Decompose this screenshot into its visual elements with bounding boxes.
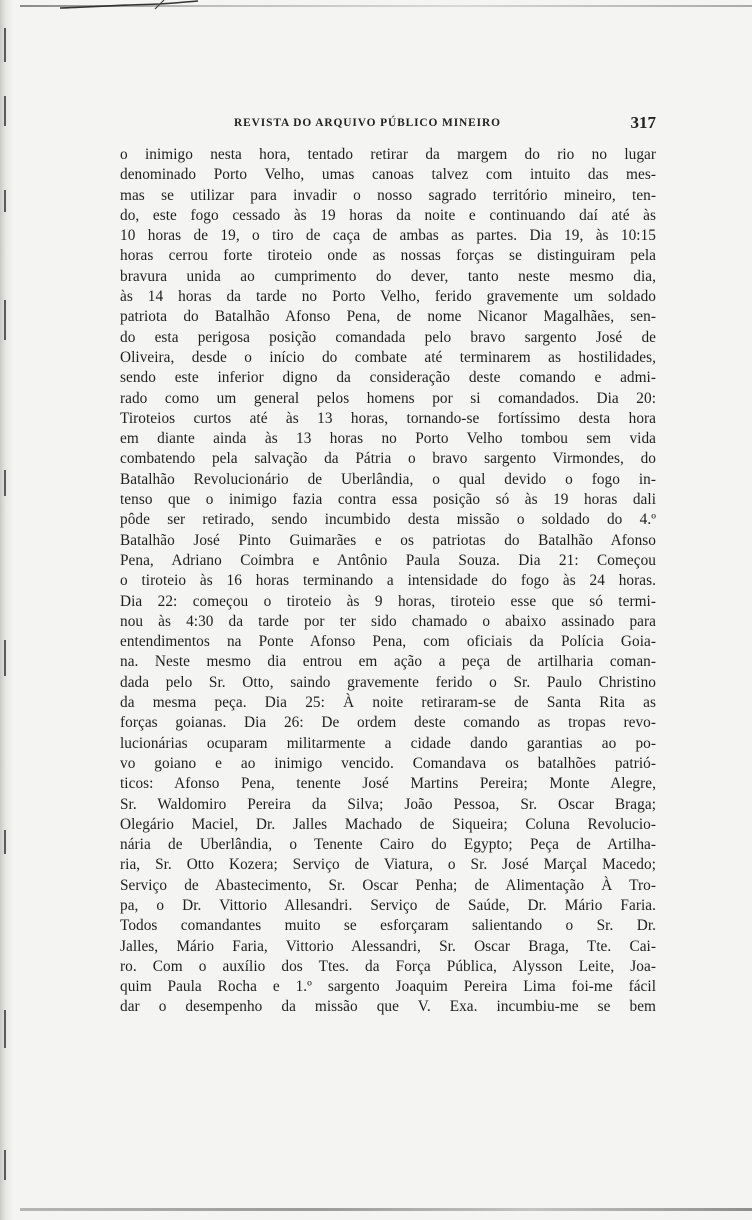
text-line: nou às 4:30 da tarde por ter sido chamado o abaixo assinado para (120, 612, 656, 630)
binding-mark (4, 190, 6, 212)
text-line: nária de Uberlândia, o Tenente Cairo do Egypto; Peça de Artilha- (120, 836, 656, 854)
text-line: quim Paula Rocha e 1.º sargento Joaquim Pereira Lima foi-me fácil (120, 978, 656, 996)
text-line: bravura unida ao cumprimento do dever, tanto neste mesmo dia, (120, 267, 656, 285)
text-line: tenso que o inimigo fazia contra essa posição só às 19 horas dali (120, 491, 656, 509)
text-line: ticos: Afonso Pena, tenente José Martins Pereira; Monte Alegre, (120, 775, 656, 793)
text-line: em diante ainda às 13 horas no Porto Velho tombou sem vida (120, 430, 656, 448)
text-line: Olegário Maciel, Dr. Jalles Machado de Siqueira; Coluna Revolucio- (120, 815, 656, 833)
text-line: Todos comandantes muito se esforçaram salientando o Sr. Dr. (120, 917, 656, 935)
text-line: Batalhão José Pinto Guimarães e os patriotas do Batalhão Afonso (120, 531, 656, 549)
page-edge-shadow (0, 0, 14, 1220)
text-line: horas cerrou forte tiroteio onde as nossas forças se distinguiram pela (120, 247, 656, 265)
binding-mark (4, 470, 6, 496)
text-line: Sr. Waldomiro Pereira da Silva; João Pessoa, Sr. Oscar Braga; (120, 795, 656, 813)
scan-bottom-border (20, 1208, 752, 1211)
text-line: 10 horas de 19, o tiro de caça de ambas as partes. Dia 19, às 10:15 (120, 227, 656, 245)
text-line: Dia 22: começou o tiroteio às 9 horas, tiroteio esse que só termi- (120, 592, 656, 610)
text-line: denominado Porto Velho, umas canoas talvez com intuito das mes- (120, 166, 656, 184)
text-line: pôde ser retirado, sendo incumbido desta missão o soldado do 4.º (120, 511, 656, 529)
text-line: às 14 horas da tarde no Porto Velho, ferido gravemente um soldado (120, 288, 656, 306)
text-line: dar o desempenho da missão que V. Exa. incumbiu-me se bem (120, 998, 656, 1016)
text-line: vo goiano e ao inimigo vencido. Comandava os batalhões patrió- (120, 754, 656, 772)
text-line: Serviço de Abastecimento, Sr. Oscar Penha; de Alimentação À Tro- (120, 876, 656, 894)
body-paragraph (120, 145, 656, 1018)
binding-mark (4, 1150, 6, 1180)
text-line: forças goianas. Dia 26: De ordem deste comando as tropas revo- (120, 714, 656, 732)
text-line: na. Neste mesmo dia entrou em ação a peça de artilharia coman- (120, 653, 656, 671)
text-line: da mesma peça. Dia 25: À noite retiraram-se de Santa Rita as (120, 694, 656, 712)
text-line: ria, Sr. Otto Kozera; Serviço de Viatura, o Sr. José Marçal Macedo; (120, 856, 656, 874)
text-line: combatendo pela salvação da Pátria o bravo sargento Virmondes, do (120, 450, 656, 468)
binding-mark (4, 28, 6, 62)
binding-mark (4, 300, 6, 340)
text-line: patriota do Batalhão Afonso Pena, de nome Nicanor Magalhães, sen- (120, 308, 656, 326)
running-title: REVISTA DO ARQUIVO PÚBLICO MINEIRO (234, 117, 501, 129)
text-line: Jalles, Mário Faria, Vittorio Alessandri, Sr. Oscar Braga, Tte. Cai- (120, 937, 656, 955)
text-line: sendo este inferior digno da consideração deste comando e admi- (120, 369, 656, 387)
text-line: Pena, Adriano Coimbra e Antônio Paula Souza. Dia 21: Começou (120, 551, 656, 569)
text-line: Tiroteios curtos até às 13 horas, tornando-se fortíssimo desta hora (120, 409, 656, 427)
text-line: pa, o Dr. Vittorio Allesandri. Serviço de Saúde, Dr. Mário Faria. (120, 896, 656, 914)
text-line: Oliveira, desde o início do combate até terminarem as hostilidades, (120, 348, 656, 366)
pen-stroke-mark (60, 0, 200, 10)
text-line: Batalhão Revolucionário de Uberlândia, o qual devido o fogo in- (120, 470, 656, 488)
text-line: entendimentos na Ponte Afonso Pena, com oficiais da Polícia Goia- (120, 633, 656, 651)
text-line: ro. Com o auxílio dos Ttes. da Força Pública, Alysson Leite, Joa- (120, 957, 656, 975)
text-line: mas se utilizar para invadir o nosso sagrado território mineiro, ten- (120, 186, 656, 204)
text-line: do esta perigosa posição comandada pelo bravo sargento José de (120, 328, 656, 346)
running-header (234, 113, 664, 135)
text-line: do, este fogo cessado às 19 horas da noite e continuando daí até às (120, 206, 656, 224)
text-line: o tiroteio às 16 horas terminando a intensidade do fogo às 24 horas. (120, 572, 656, 590)
binding-mark (4, 96, 6, 126)
text-line: lucionárias ocuparam militarmente a cidade dando garantias ao po- (120, 734, 656, 752)
text-line: o inimigo nesta hora, tentado retirar da margem do rio no lugar (120, 146, 656, 163)
text-line: rado como um general pelos homens por si comandados. Dia 20: (120, 389, 656, 407)
binding-mark (4, 830, 6, 854)
binding-mark (4, 1010, 6, 1048)
text-line: dada pelo Sr. Otto, saindo gravemente ferido o Sr. Paulo Christino (120, 673, 656, 691)
binding-mark (4, 640, 6, 676)
page-number: 317 (630, 113, 656, 132)
